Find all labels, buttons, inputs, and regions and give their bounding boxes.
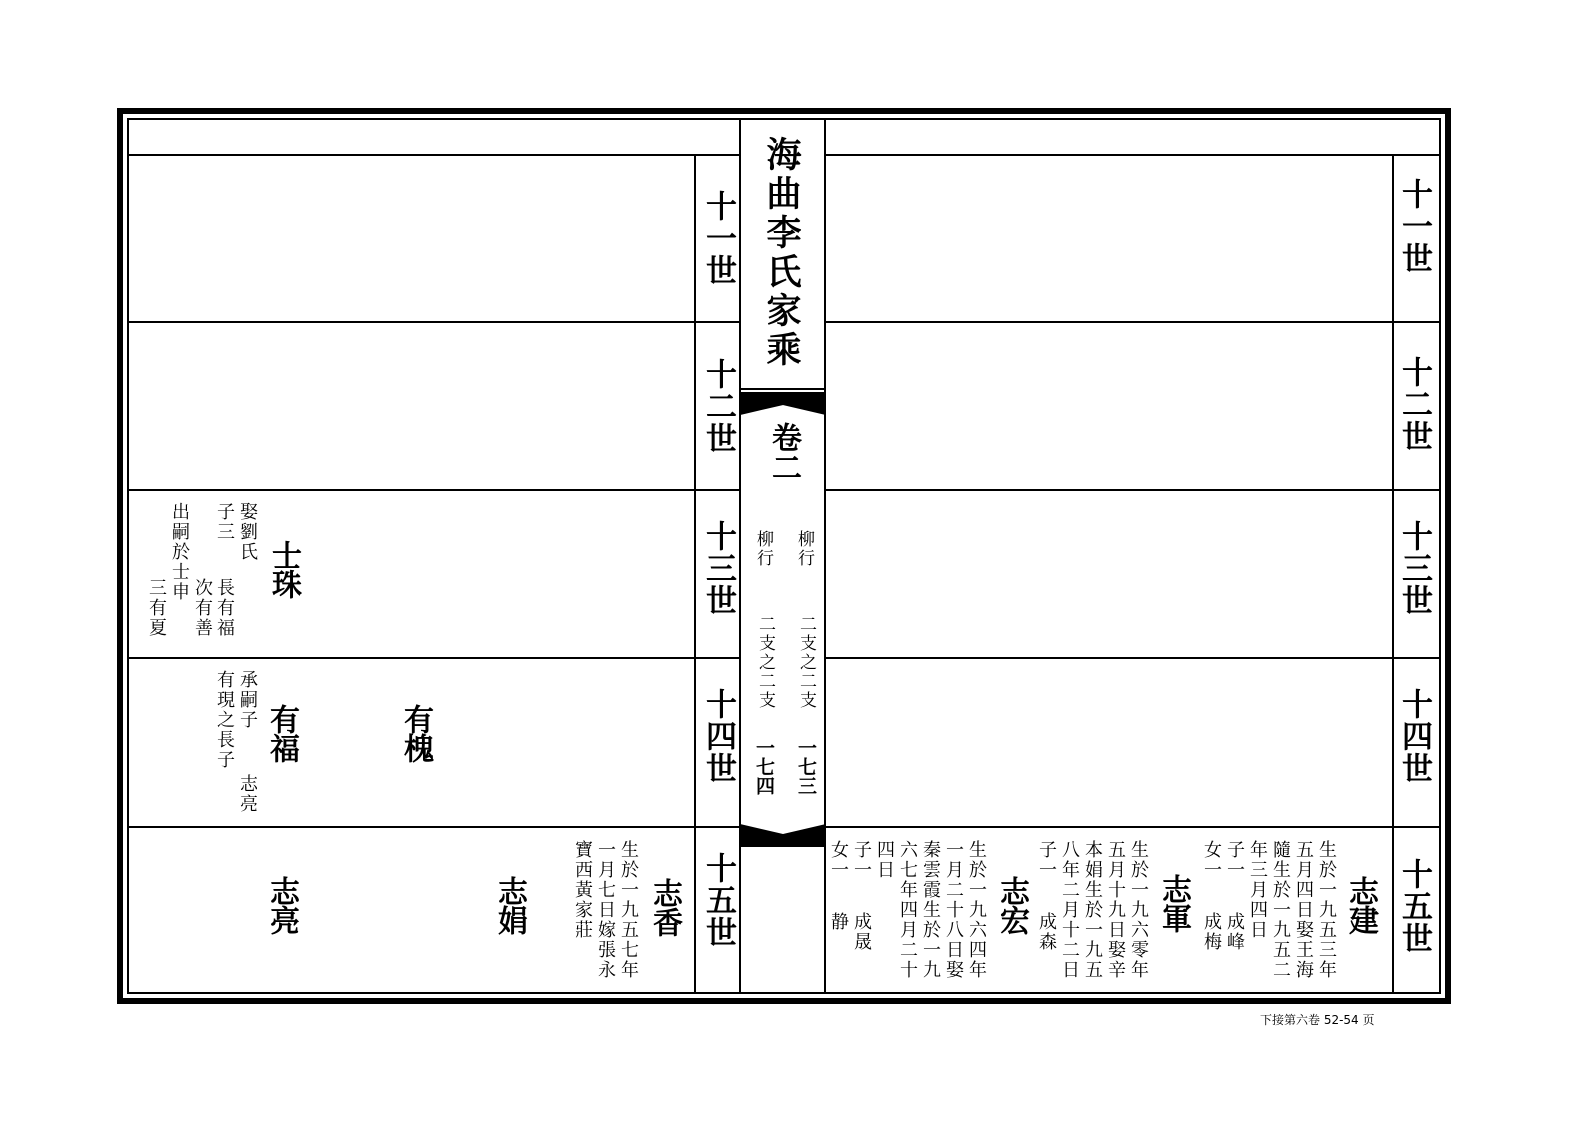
person-note: 生於一九五七年 [618,840,639,980]
right-header-rule [826,154,1440,156]
person-child: 成峰 [1224,912,1245,952]
branch-label-left: 柳行 [753,530,773,568]
row-divider [127,321,740,323]
person-child: 成梅 [1201,912,1222,952]
person-note: 寶西黃家莊 [572,840,593,940]
gen-label-14: 十四世 [1396,688,1432,784]
person-name-youkui: 有槐 [398,704,433,762]
person-note: 生於一九五三年 [1316,840,1337,980]
book-title: 海曲李氏家乘 [761,136,802,370]
gen-label-14: 十四世 [700,688,736,784]
person-note: 五月四日娶王海 [1293,840,1314,980]
person-note: 次有善 [192,578,213,638]
person-note: 子一 [1036,840,1057,880]
branch-label-right: 柳行 [794,530,814,568]
person-name-shizhu: 士珠 [266,540,301,598]
row-divider [826,489,1440,491]
person-note: 年三月四日 [1247,840,1268,940]
row-divider [127,489,740,491]
row-divider [127,826,740,828]
person-note: 有現之長子 [214,670,235,770]
volume-label: 卷二 [766,422,801,482]
continuation-note: 下接第六卷 52-54 页 [1260,1013,1375,1027]
gen-column-rule [694,154,696,994]
person-note: 子一 [1224,840,1245,880]
person-note: 子一 [851,840,872,880]
person-note: 生於一九六四年 [966,840,987,980]
person-name-zhihong: 志宏 [994,876,1029,934]
sub-branch-left: 二支之二支 [755,615,775,710]
person-note: 本娟生於一九五 [1082,840,1103,980]
person-name-zhijuan: 志娟 [492,876,527,934]
person-note: 四日 [874,840,895,880]
person-name-youfu: 有福 [264,704,299,762]
person-note: 五月十九日娶辛 [1105,840,1126,980]
person-note: 承嗣子 [237,670,258,730]
person-note: 一月二十八日娶 [943,840,964,980]
row-divider [127,657,740,659]
gen-label-13: 十三世 [1396,520,1432,616]
person-note: 子三 [214,502,235,542]
row-divider [826,826,1440,828]
gen-label-15: 十五世 [1396,858,1432,954]
gen-label-11: 十一世 [1396,178,1432,274]
gen-column-rule [1392,154,1394,994]
page-number-left: 一七四 [753,738,775,795]
gen-label-15: 十五世 [700,852,736,948]
person-name-zhijian: 志建 [1343,876,1378,934]
person-name-zhiliang: 志亮 [264,876,299,934]
gen-label-12: 十二世 [1396,356,1432,452]
gen-label-11: 十一世 [700,190,736,286]
person-name-zhixiang: 志香 [647,878,682,936]
person-note: 生於一九六零年 [1128,840,1149,980]
person-child: 成晟 [851,912,872,952]
person-note: 三有夏 [146,578,167,638]
page-number-right: 一七三 [795,738,817,795]
left-header-rule [127,154,740,156]
person-note: 女一 [828,840,849,880]
row-divider [826,657,1440,659]
person-note: 六七年四月二十 [897,840,918,980]
person-note: 八年二月十二日 [1059,840,1080,980]
person-note: 一月七日嫁張永 [595,840,616,980]
gen-label-12: 十二世 [700,358,736,454]
person-note: 女一 [1201,840,1222,880]
person-note: 秦雲霞生於一九 [920,840,941,980]
sub-branch-right: 二支之二支 [796,615,816,710]
person-note: 出嗣於士申 [169,502,190,602]
person-note: 長有福 [214,578,235,638]
person-name-zhijun: 志軍 [1156,874,1191,932]
gen-label-13: 十三世 [700,520,736,616]
person-child: 志亮 [237,774,258,814]
row-divider [826,321,1440,323]
person-note: 娶劉氏 [237,502,258,562]
person-note: 隨生於一九五二 [1270,840,1291,980]
person-child: 静 [828,912,849,932]
person-child: 成森 [1036,912,1057,952]
